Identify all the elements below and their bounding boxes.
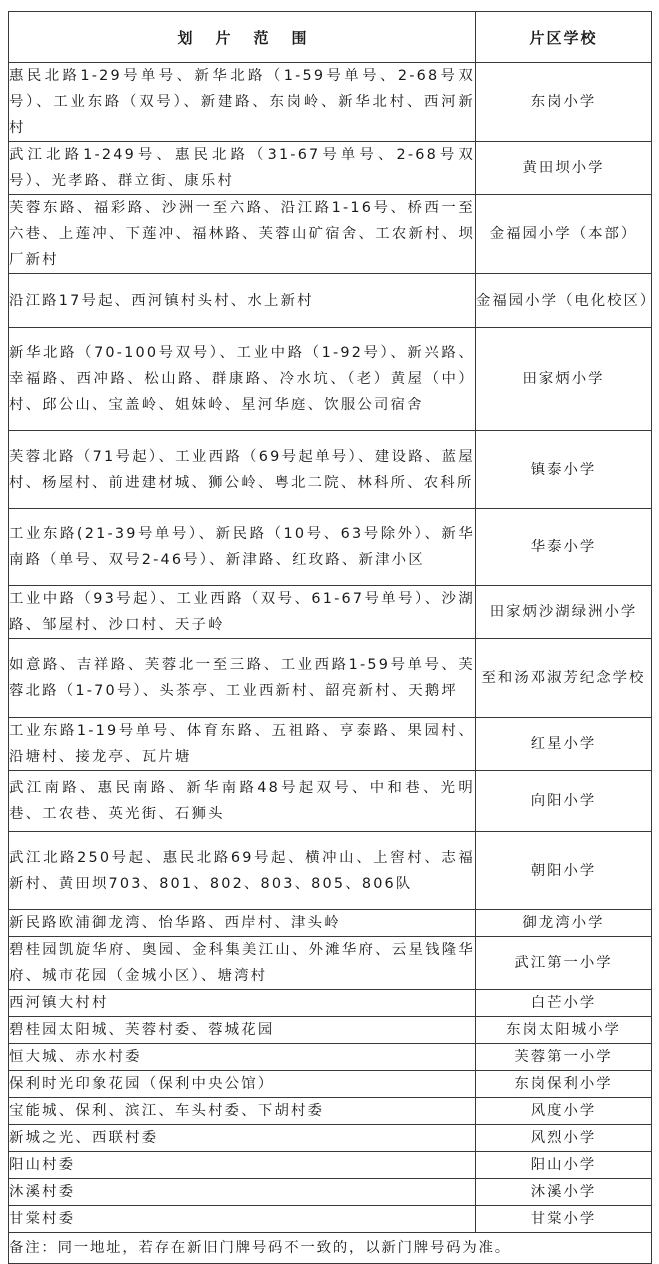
table-row (9, 586, 652, 639)
school-cell: 御龙湾小学 (476, 910, 652, 937)
zoning-range-cell: 芙蓉东路、福彩路、沙洲一至六路、沿江路1-16号、桥西一至六巷、上莲冲、下莲冲、福林路、芙蓉山矿宿舍、工农新村、坝厂新村 (9, 195, 476, 274)
zoning-range-cell: 工业东路(21-39号单号）、新民路（10号、63号除外）、新华南路（单号、双号2-46号）、新津路、红玫路、新津小区 (9, 509, 476, 586)
table-row (9, 1179, 652, 1206)
table-row (9, 832, 652, 910)
table-note-row (9, 1233, 652, 1264)
zoning-range-cell: 惠民北路1-29号单号、新华北路（1-59号单号、2-68号双号）、工业东路（双号）、新建路、东岗岭、新华北村、西河新村 (9, 63, 476, 142)
zoning-range-cell: 新民路欧浦御龙湾、怡华路、西岸村、津头岭 (9, 910, 476, 937)
school-cell: 红星小学 (476, 718, 652, 771)
school-cell: 至和汤邓淑芳纪念学校 (476, 639, 652, 718)
school-cell: 风度小学 (476, 1098, 652, 1125)
school-cell: 镇泰小学 (476, 431, 652, 509)
school-zoning-table (8, 11, 657, 1264)
table-row (9, 142, 652, 195)
school-cell: 华泰小学 (476, 509, 652, 586)
zoning-range-cell: 恒大城、赤水村委 (9, 1044, 476, 1071)
table-row (9, 509, 652, 586)
table-row (9, 1206, 652, 1233)
school-cell: 芙蓉第一小学 (476, 1044, 652, 1071)
zoning-range-cell: 保利时光印象花园（保利中央公馆） (9, 1071, 476, 1098)
table-row (9, 771, 652, 832)
table-row (9, 990, 652, 1017)
table-row (9, 63, 652, 142)
zoning-range-cell: 如意路、吉祥路、芙蓉北一至三路、工业西路1-59号单号、芙蓉北路（1-70号）、头茶亭、工业西新村、韶亮新村、天鹅坪 (9, 639, 476, 718)
zoning-range-cell: 新华北路（70-100号双号）、工业中路（1-92号）、新兴路、幸福路、西冲路、松山路、群康路、冷水坑、（老）黄屋（中）村、邱公山、宝盖岭、姐妹岭、星河华庭、饮服公司宿舍 (9, 328, 476, 431)
zoning-range-cell: 武江北路250号起、惠民北路69号起、横冲山、上窖村、志福新村、黄田坝703、801、802、803、805、806队 (9, 832, 476, 910)
zoning-range-cell: 工业东路1-19号单号、体育东路、五祖路、亨泰路、果园村、沿塘村、接龙亭、瓦片塘 (9, 718, 476, 771)
table-row (9, 1044, 652, 1071)
school-cell: 阳山小学 (476, 1152, 652, 1179)
header-zoning-range: 划片范围 (9, 12, 476, 63)
table-row (9, 937, 652, 990)
table-row (9, 1017, 652, 1044)
zoning-range-cell: 武江北路1-249号、惠民北路（31-67号单号、2-68号双号）、光孝路、群立街、康乐村 (9, 142, 476, 195)
header-zone-school: 片区学校 (476, 12, 652, 63)
school-cell: 田家炳沙湖绿洲小学 (476, 586, 652, 639)
school-cell: 沐溪小学 (476, 1179, 652, 1206)
school-cell: 东岗小学 (476, 63, 652, 142)
table-row (9, 1098, 652, 1125)
zoning-range-cell: 宝能城、保利、滨江、车头村委、下胡村委 (9, 1098, 476, 1125)
school-cell: 向阳小学 (476, 771, 652, 832)
zoning-range-cell: 甘棠村委 (9, 1206, 476, 1233)
table-row (9, 431, 652, 509)
table-row (9, 639, 652, 718)
table-row (9, 328, 652, 431)
table-note: 备注：同一地址，若存在新旧门牌号码不一致的，以新门牌号码为准。 (9, 1233, 652, 1264)
table-row (9, 195, 652, 274)
zoning-range-cell: 西河镇大村村 (9, 990, 476, 1017)
school-cell: 风烈小学 (476, 1125, 652, 1152)
school-cell: 黄田坝小学 (476, 142, 652, 195)
table-row (9, 718, 652, 771)
zoning-range-cell: 工业中路（93号起）、工业西路（双号、61-67号单号）、沙湖路、邹屋村、沙口村、天子岭 (9, 586, 476, 639)
zoning-range-cell: 新城之光、西联村委 (9, 1125, 476, 1152)
zoning-range-cell: 碧桂园凯旋华府、奥园、金科集美江山、外滩华府、云星钱隆华府、城市花园（金城小区）、塘湾村 (9, 937, 476, 990)
school-cell: 田家炳小学 (476, 328, 652, 431)
school-cell: 武江第一小学 (476, 937, 652, 990)
school-cell: 朝阳小学 (476, 832, 652, 910)
school-cell: 金福园小学（电化校区） (476, 274, 652, 328)
zoning-range-cell: 芙蓉北路（71号起）、工业西路（69号起单号）、建设路、蓝屋村、杨屋村、前进建材城、狮公岭、粤北二院、林科所、农科所 (9, 431, 476, 509)
school-cell: 白芒小学 (476, 990, 652, 1017)
school-cell: 金福园小学（本部） (476, 195, 652, 274)
table-row (9, 1125, 652, 1152)
school-cell: 东岗保利小学 (476, 1071, 652, 1098)
table-row (9, 1152, 652, 1179)
table-row (9, 1071, 652, 1098)
zoning-range-cell: 碧桂园太阳城、芙蓉村委、蓉城花园 (9, 1017, 476, 1044)
table-row (9, 910, 652, 937)
school-cell: 甘棠小学 (476, 1206, 652, 1233)
table-header-row (9, 12, 652, 63)
zoning-range-cell: 沐溪村委 (9, 1179, 476, 1206)
zoning-range-cell: 阳山村委 (9, 1152, 476, 1179)
zoning-range-cell: 沿江路17号起、西河镇村头村、水上新村 (9, 274, 476, 328)
zoning-range-cell: 武江南路、惠民南路、新华南路48号起双号、中和巷、光明巷、工农巷、英光街、石狮头 (9, 771, 476, 832)
school-cell: 东岗太阳城小学 (476, 1017, 652, 1044)
table-row (9, 274, 652, 328)
